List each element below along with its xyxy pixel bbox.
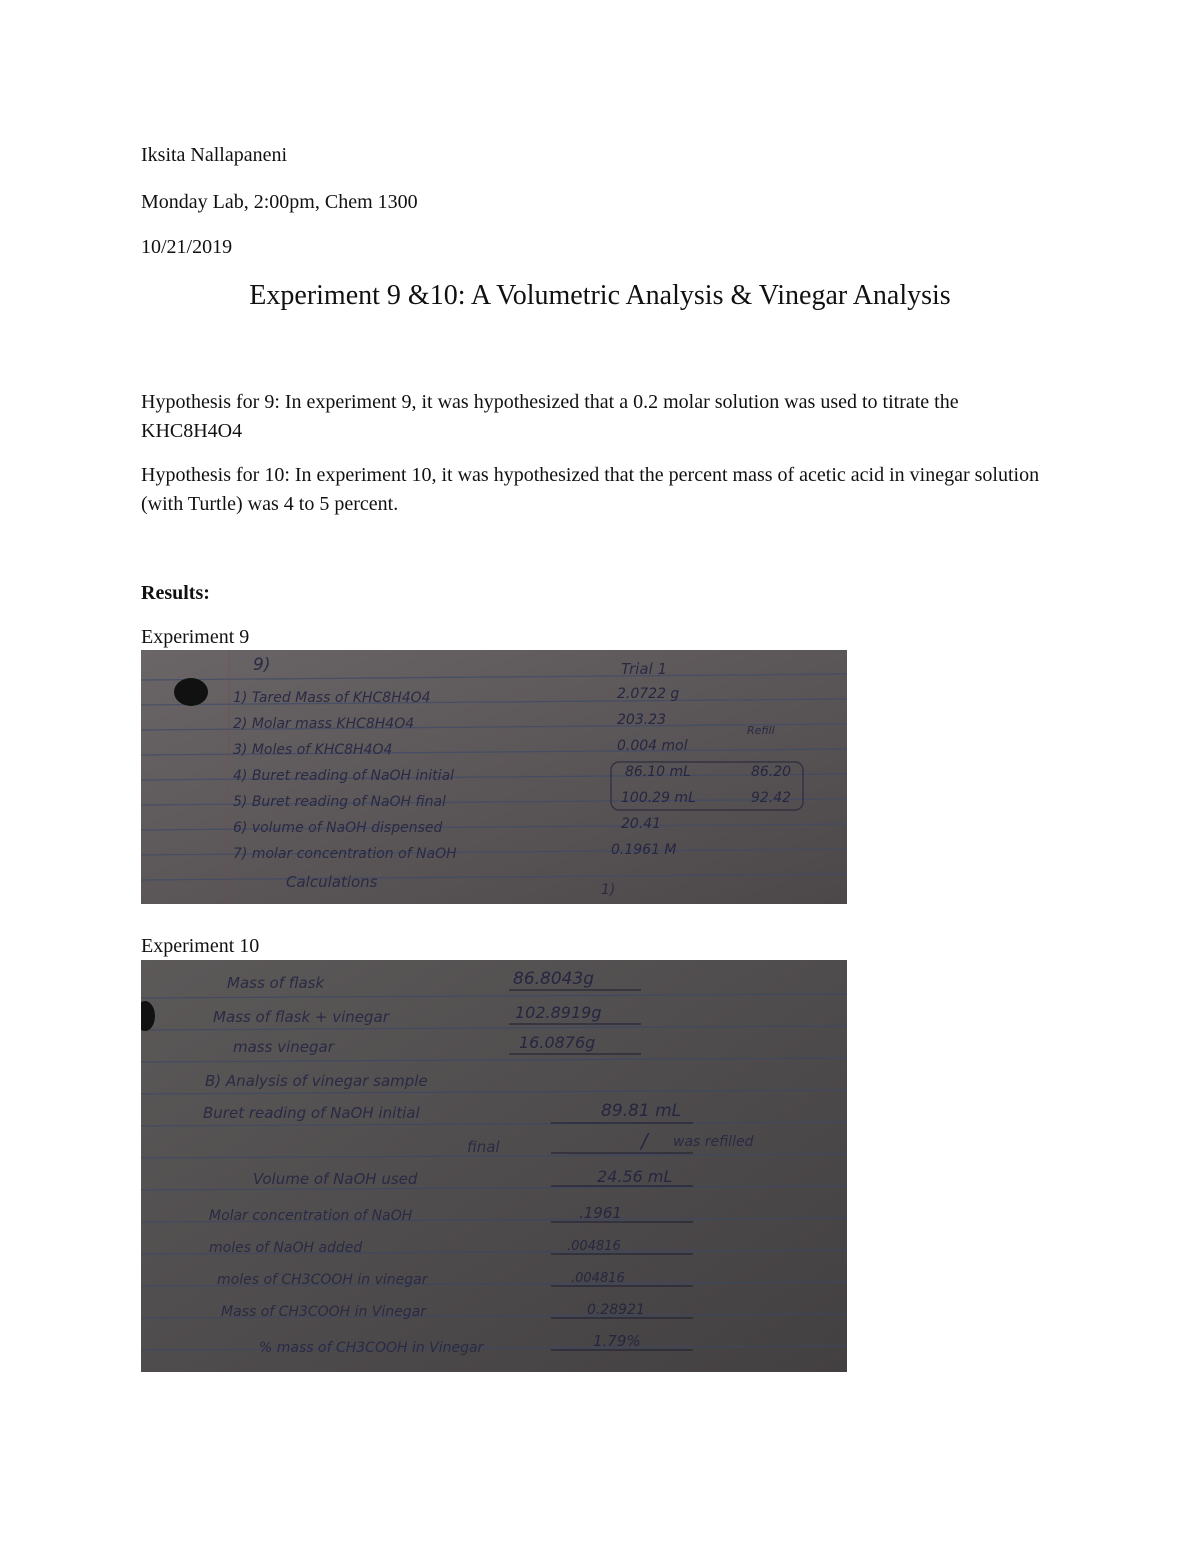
course-info: Monday Lab, 2:00pm, Chem 1300 <box>141 191 418 213</box>
exp10-row-value: .004816 <box>571 1271 625 1286</box>
experiment-9-caption: Experiment 9 <box>141 626 250 648</box>
results-heading: Results: <box>141 582 210 604</box>
experiment-10-caption: Experiment 10 <box>141 935 260 957</box>
report-title: Experiment 9 &10: A Volumetric Analysis & Vinegar Analysis <box>249 280 951 311</box>
exp9-row-label: 4) Buret reading of NaOH initial <box>233 768 455 784</box>
exp10-row-label: Mass of flask <box>227 974 325 992</box>
exp9-row-value: 203.23 <box>617 712 666 728</box>
exp9-footer-num: 1) <box>601 882 616 898</box>
exp10-row-value: 102.8919g <box>515 1003 602 1022</box>
exp9-row-value: 20.41 <box>621 816 662 832</box>
exp10-row-value: 86.8043g <box>513 969 595 989</box>
exp10-row-label: final <box>467 1138 500 1156</box>
exp10-row-value: 24.56 mL <box>597 1167 673 1186</box>
exp9-top-label: 9) <box>253 655 271 675</box>
exp9-row-value: 100.29 mL <box>621 790 696 806</box>
exp9-row-label: 7) molar concentration of NaOH <box>233 846 457 862</box>
exp10-row-value: 16.0876g <box>519 1033 596 1052</box>
exp9-row-label: 3) Moles of KHC8H4O4 <box>233 742 393 758</box>
exp10-row-label: Volume of NaOH used <box>253 1170 418 1188</box>
exp9-row-value: 2.0722 g <box>617 686 680 702</box>
exp10-row-label: Mass of CH3COOH in Vinegar <box>221 1304 427 1320</box>
exp9-row-extra: 86.20 <box>751 764 792 780</box>
exp9-footer-label: Calculations <box>286 873 378 891</box>
exp9-row-label: 5) Buret reading of NaOH final <box>233 794 446 810</box>
exp10-row-value: .1961 <box>579 1204 622 1222</box>
exp10-row-label: Mass of flask + vinegar <box>213 1008 389 1026</box>
exp9-row-value: 0.1961 M <box>611 842 677 858</box>
hypothesis-10: Hypothesis for 10: In experiment 10, it was hypothesized that the percent mass of acetic acid in vinegar solution (with Turtle) was 4 to 5 percent. <box>141 464 1040 515</box>
exp10-section-label: B) Analysis of vinegar sample <box>205 1072 428 1090</box>
exp10-row-value: 0.28921 <box>587 1302 645 1318</box>
exp10-row-extra: was refilled <box>673 1134 754 1150</box>
exp9-refill-label: Refill <box>747 724 775 737</box>
exp10-row-value: 89.81 mL <box>601 1101 682 1121</box>
exp10-row-label: Buret reading of NaOH initial <box>203 1104 420 1122</box>
experiment-10-notebook-photo <box>141 960 847 1372</box>
exp10-row-label: moles of NaOH added <box>209 1240 363 1256</box>
report-date: 10/21/2019 <box>141 236 233 258</box>
exp10-row-label: Molar concentration of NaOH <box>209 1208 413 1224</box>
exp9-row-value: 86.10 mL <box>625 764 691 780</box>
exp9-row-extra: 92.42 <box>751 790 792 806</box>
exp10-row-value: .004816 <box>567 1239 621 1254</box>
exp9-row-label: 1) Tared Mass of KHC8H4O4 <box>233 690 431 706</box>
experiment-9-notebook-photo <box>141 650 847 904</box>
hypothesis-9: Hypothesis for 9: In experiment 9, it was hypothesized that a 0.2 molar solution was used to titrate the KHC8H4O4 <box>141 391 959 442</box>
exp10-row-value: 1.79% <box>593 1332 641 1350</box>
binder-hole-icon <box>174 678 208 706</box>
exp10-row-label: moles of CH3COOH in vinegar <box>217 1272 428 1288</box>
exp9-row-value: 0.004 mol <box>617 738 688 754</box>
author-name: Iksita Nallapaneni <box>141 144 288 166</box>
exp9-row-label: 6) volume of NaOH dispensed <box>233 820 443 836</box>
exp10-row-label: % mass of CH3COOH in Vinegar <box>259 1340 484 1356</box>
exp9-trial-header: Trial 1 <box>621 660 668 678</box>
exp10-row-value: / <box>641 1129 648 1153</box>
exp10-row-label: mass vinegar <box>233 1038 334 1056</box>
exp9-row-label: 2) Molar mass KHC8H4O4 <box>233 716 415 732</box>
